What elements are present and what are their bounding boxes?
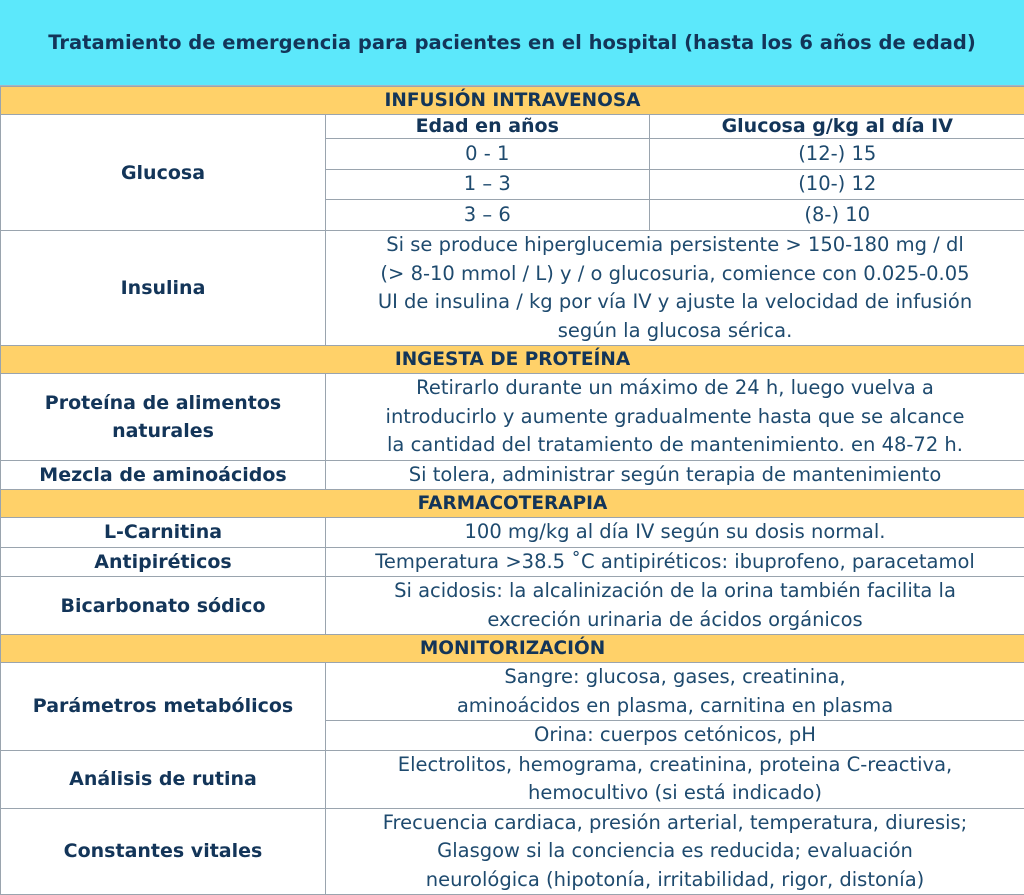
text-line: según la glucosa sérica. xyxy=(326,317,1024,346)
text-line: neurológica (hipotonía, irritabilidad, rigor, distonía) xyxy=(326,866,1024,895)
text-line: la cantidad del tratamiento de mantenimiento. en 48-72 h. xyxy=(326,431,1024,460)
bicarbonato-value xyxy=(326,577,1024,635)
text-line: Electrolitos, hemograma, creatinina, proteina C-reactiva, xyxy=(326,751,1024,780)
carnitina-value: 100 mg/kg al día IV según su dosis normal. xyxy=(326,518,1024,548)
text-line: introducirlo y aumente gradualmente hasta que se alcance xyxy=(326,403,1024,432)
text-line: hemocultivo (si está indicado) xyxy=(326,779,1024,808)
col-header-glucosa: Glucosa g/kg al día IV xyxy=(649,115,1024,138)
proteina-value xyxy=(326,374,1024,461)
glucosa-label: Glucosa xyxy=(1,115,326,231)
text-line: Glasgow si la conciencia es reducida; evaluación xyxy=(326,837,1024,866)
section-infusion-intravenosa: INFUSIÓN INTRAVENOSA xyxy=(1,87,1024,115)
rutina-value xyxy=(326,750,1024,808)
mezcla-label: Mezcla de aminoácidos xyxy=(1,460,326,490)
sangre-value xyxy=(326,663,1024,721)
table-row xyxy=(326,169,1024,200)
treatment-table xyxy=(0,86,1024,895)
vitales-value xyxy=(326,808,1024,895)
insulina-value xyxy=(326,231,1024,346)
table-row xyxy=(326,138,1024,169)
mezcla-value: Si tolera, administrar según terapia de mantenimiento xyxy=(326,460,1024,490)
glucosa-cell: (10-) 12 xyxy=(649,169,1024,200)
edad-cell: 3 – 6 xyxy=(326,200,649,230)
carnitina-label: L-Carnitina xyxy=(1,518,326,548)
text-line: Retirarlo durante un máximo de 24 h, luego vuelva a xyxy=(326,374,1024,403)
text-line: Si se produce hiperglucemia persistente > 150-180 mg / dl xyxy=(326,231,1024,260)
metabolicos-subtable-cell xyxy=(326,663,1024,751)
glucosa-cell: (8-) 10 xyxy=(649,200,1024,230)
text-line: Proteína de alimentos xyxy=(1,389,325,417)
text-line: Si acidosis: la alcalinización de la orina también facilita la xyxy=(326,577,1024,606)
edad-cell: 0 - 1 xyxy=(326,138,649,169)
text-line: UI de insulina / kg por vía IV y ajuste la velocidad de infusión xyxy=(326,288,1024,317)
orina-value: Orina: cuerpos cetónicos, pH xyxy=(326,721,1024,750)
text-line: excreción urinaria de ácidos orgánicos xyxy=(326,606,1024,635)
table-title: Tratamiento de emergencia para pacientes en el hospital (hasta los 6 años de edad) xyxy=(0,0,1024,86)
text-line: Frecuencia cardiaca, presión arterial, temperatura, diuresis; xyxy=(326,809,1024,838)
antipireticos-value: Temperatura >38.5 ˚C antipiréticos: ibuprofeno, paracetamol xyxy=(326,547,1024,577)
vitales-label: Constantes vitales xyxy=(1,808,326,895)
section-farmacoterapia: FARMACOTERAPIA xyxy=(1,490,1024,518)
rutina-label: Análisis de rutina xyxy=(1,750,326,808)
glucosa-cell: (12-) 15 xyxy=(649,138,1024,169)
text-line: Sangre: glucosa, gases, creatinina, xyxy=(326,663,1024,692)
glucosa-subtable-cell xyxy=(326,115,1024,231)
section-monitorizacion: MONITORIZACIÓN xyxy=(1,635,1024,663)
metabolicos-subtable xyxy=(326,663,1024,750)
table-row xyxy=(326,200,1024,230)
text-line: naturales xyxy=(1,417,325,445)
metabolicos-label: Parámetros metabólicos xyxy=(1,663,326,751)
text-line: aminoácidos en plasma, carnitina en plasma xyxy=(326,692,1024,721)
antipireticos-label: Antipiréticos xyxy=(1,547,326,577)
proteina-label xyxy=(1,374,326,461)
insulina-label: Insulina xyxy=(1,231,326,346)
section-ingesta-proteina: INGESTA DE PROTEÍNA xyxy=(1,346,1024,374)
text-line: (> 8-10 mmol / L) y / o glucosuria, comience con 0.025-0.05 xyxy=(326,260,1024,289)
glucosa-subtable xyxy=(326,115,1024,230)
edad-cell: 1 – 3 xyxy=(326,169,649,200)
bicarbonato-label: Bicarbonato sódico xyxy=(1,577,326,635)
col-header-edad: Edad en años xyxy=(326,115,649,138)
